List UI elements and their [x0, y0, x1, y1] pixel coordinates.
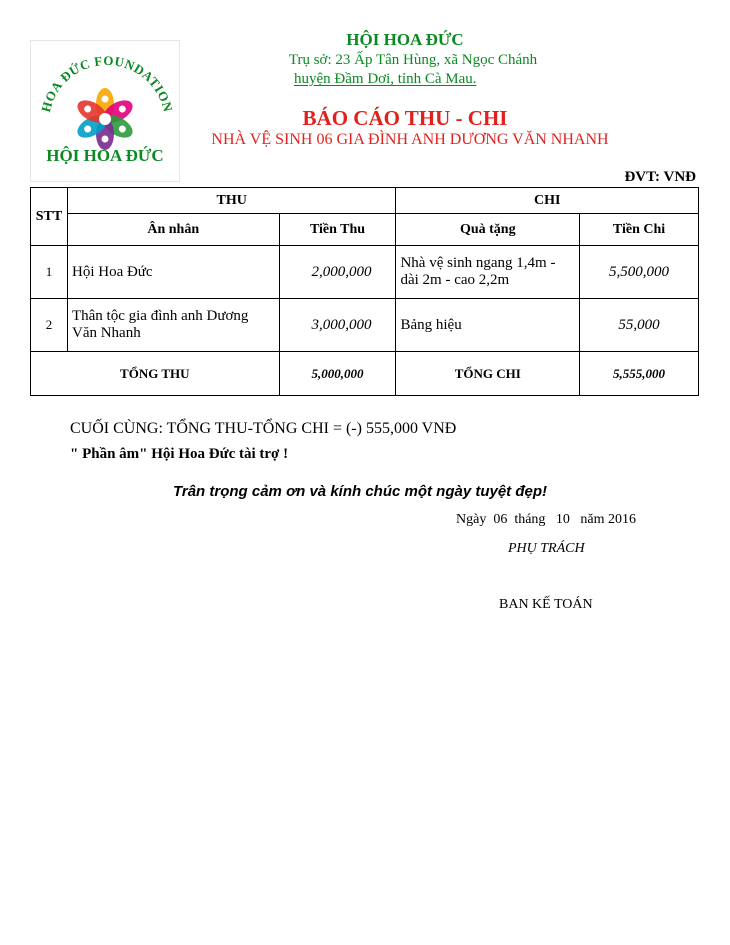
expense-header: Tiền Chi [580, 214, 699, 246]
flower-center [99, 113, 111, 125]
chi-header: CHI [396, 188, 699, 214]
in-charge-label: PHỤ TRÁCH [508, 541, 585, 556]
table-subheader-row [31, 214, 699, 246]
total-expense-value: 5,555,000 [580, 352, 699, 396]
row-benefactor: Thân tộc gia đình anh Dương Văn Nhanh [67, 299, 279, 352]
row-stt: 1 [31, 246, 68, 299]
totals-row [31, 352, 699, 396]
thanks-message: Trân trọng cảm ơn và kính chúc một ngày tuyệt đẹp! [172, 483, 548, 500]
final-balance: CUỐI CÙNG: TỔNG THU-TỔNG CHI = (-) 555,000 VNĐ [70, 420, 457, 437]
report-title: BÁO CÁO THU - CHI [302, 106, 508, 130]
address-line-2: huyện Đầm Dơi, tỉnh Cà Mau. [294, 71, 477, 87]
row-income: 3,000,000 [279, 299, 396, 352]
row-gift: Nhà vệ sinh ngang 1,4m - dài 2m - cao 2,2m [396, 246, 580, 299]
petal-dot [102, 96, 109, 103]
report-subtitle: NHÀ VỆ SINH 06 GIA ĐÌNH ANH DƯƠNG VĂN NHANH [211, 131, 609, 148]
sponsor-note: " Phần âm" Hội Hoa Đức tài trợ ! [70, 446, 289, 462]
table-row [31, 246, 699, 299]
total-income-value: 5,000,000 [279, 352, 396, 396]
org-name: HỘI HOA ĐỨC [346, 30, 464, 49]
row-income: 2,000,000 [279, 246, 396, 299]
income-header: Tiền Thu [279, 214, 396, 246]
petal-dot [102, 136, 109, 143]
row-benefactor: Hội Hoa Đức [67, 246, 279, 299]
accounting-label: BAN KẾ TOÁN [499, 597, 593, 612]
row-gift: Bảng hiệu [396, 299, 580, 352]
row-expense: 55,000 [580, 299, 699, 352]
report-date: Ngày 06 tháng 10 năm 2016 [456, 512, 637, 527]
benefactor-header: Ân nhân [67, 214, 279, 246]
table-header-row [31, 188, 699, 214]
logo-arc-text: HOA ĐỨC FOUNDATION [38, 52, 176, 114]
foundation-logo [30, 40, 180, 182]
logo-name: HỘI HOA ĐỨC [46, 146, 164, 165]
total-expense-label: TỔNG CHI [396, 352, 580, 396]
total-income-label: TỔNG THU [31, 352, 280, 396]
flower-logo-icon [31, 41, 179, 181]
table-row [31, 299, 699, 352]
address-line-1: Trụ sở: 23 Ấp Tân Hùng, xã Ngọc Chánh [288, 52, 538, 68]
gift-header: Quà tặng [396, 214, 580, 246]
row-stt: 2 [31, 299, 68, 352]
income-expense-table [30, 187, 699, 396]
logo-petals [74, 88, 137, 150]
thu-header: THU [67, 188, 395, 214]
stt-header: STT [31, 188, 68, 246]
currency-unit: ĐVT: VNĐ [624, 169, 696, 185]
row-expense: 5,500,000 [580, 246, 699, 299]
